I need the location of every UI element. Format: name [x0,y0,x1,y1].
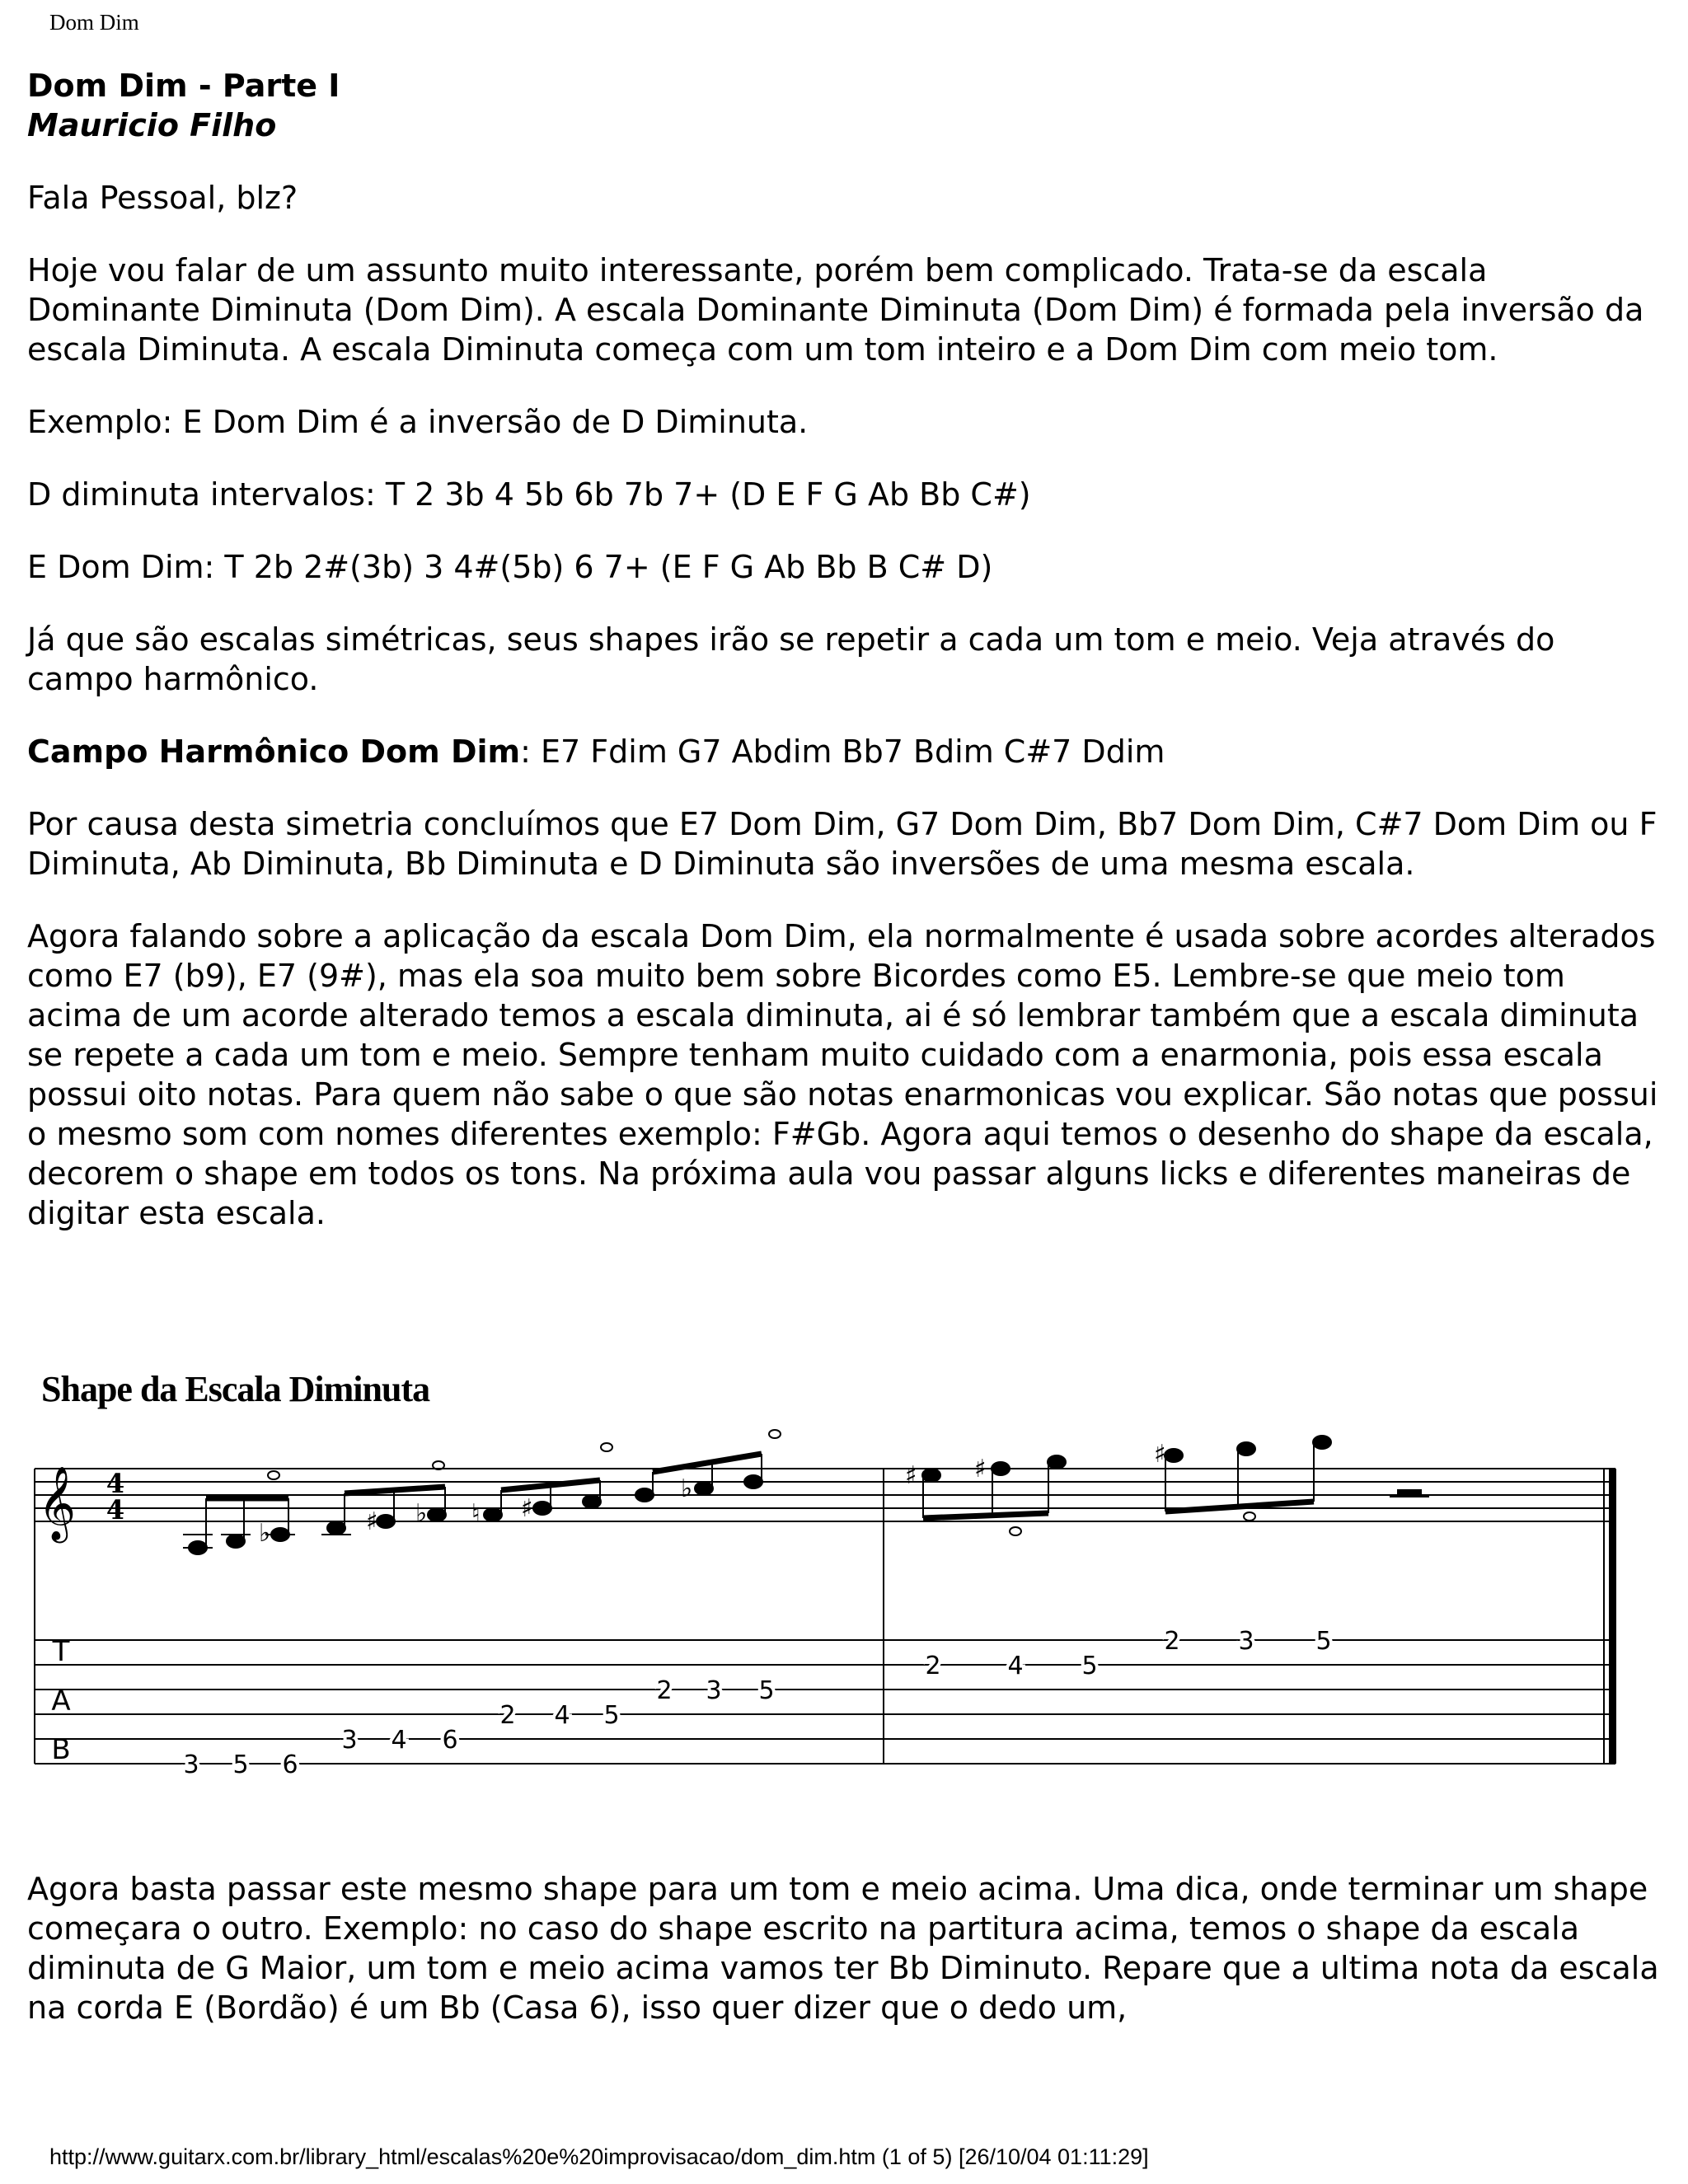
tab-m2-fret-1: 4 [1007,1652,1024,1680]
page-header-title: Dom Dim [49,10,139,35]
measure-1-accidentals [259,1474,692,1548]
tab-letter-t: T [52,1635,70,1668]
scale-notation-figure [30,1368,1629,1813]
grace-note-head [769,1430,781,1438]
half-rest-icon [1398,1490,1421,1497]
grace-note-head [268,1471,279,1479]
staff-lines [35,1469,1615,1521]
tab-m1-fret-1: 5 [232,1750,249,1779]
tab-m2-fret-4: 3 [1238,1627,1254,1656]
note-head [1237,1442,1255,1455]
tab-m1-fret-2: 6 [282,1750,298,1779]
note-head [635,1488,654,1502]
note-head [1048,1455,1066,1469]
note-head [271,1528,289,1541]
measure-2-notes [922,1436,1429,1535]
symmetry-paragraph: Já que são escalas simétricas, seus shapes irão se repetir a cada um tom e meio. Veja através do campo harmônico. [27,621,1555,697]
article [27,66,1667,1266]
example-paragraph: Exemplo: E Dom Dim é a inversão de D Diminuta. [27,404,809,440]
note-head [484,1508,502,1521]
note-head [744,1475,762,1488]
note-head [377,1515,395,1528]
svg-text:♯: ♯ [905,1461,917,1490]
tab-lines [35,1640,1615,1764]
tab-m1-fret-9: 2 [656,1676,673,1705]
tab-letter-b: B [51,1733,71,1766]
d-intervals-paragraph: D diminuta intervalos: T 2 3b 4 5b 6b 7b 7+ (D E F G Ab Bb C#) [27,476,1031,513]
note-head [1313,1436,1331,1449]
article-title: Dom Dim - Parte I [27,68,340,104]
after-notation-paragraph: Agora basta passar este mesmo shape para um tom e meio acima. Uma dica, onde terminar um shape começara o outro. Exemplo: no caso do shape escrito na partitura acima, temos o shape da escala diminuta de G Maior, um tom e meio acima vamos ter Bb Diminuto. Repare que a ultima nota da escala na corda E (Bordão) é um Bb (Casa 6), isso quer dizer que o dedo um, [27,1871,1659,2026]
tab-m1-fret-6: 2 [499,1701,516,1730]
tab-numbers [183,1627,1331,1779]
notation-title: Shape da Escala Diminuta [41,1369,430,1409]
tab-m1-fret-10: 3 [706,1676,722,1705]
svg-text:♯: ♯ [1154,1440,1166,1469]
grace-note-head [1244,1512,1255,1521]
tab-m1-fret-5: 6 [442,1726,458,1755]
note-head [922,1469,940,1482]
tab-m1-fret-11: 5 [758,1676,775,1705]
svg-text:♭: ♭ [681,1474,693,1503]
svg-text:♯: ♯ [366,1507,378,1536]
note-head [695,1482,713,1495]
campo-harmonico-label: Campo Harmônico Dom Dim [27,733,521,770]
note-head [428,1508,446,1521]
note-head [227,1535,245,1548]
campo-harmonico-paragraph [27,732,1667,771]
e-domdim-paragraph: E Dom Dim: T 2b 2#(3b) 3 4#(5b) 6 7+ (E F G Ab Bb B C# D) [27,549,993,585]
tab-m1-fret-3: 3 [341,1726,358,1755]
tab-m2-fret-5: 5 [1315,1627,1332,1656]
greeting: Fala Pessoal, blz? [27,180,298,216]
tab-m1-fret-7: 4 [554,1701,570,1730]
page-footer-url: http://www.guitarx.com.br/library_html/escalas%20e%20improvisacao/dom_dim.htm (1 of 5) [26/10/04 01:11:29] [49,2144,1149,2169]
svg-text:♯: ♯ [521,1494,533,1523]
note-head [583,1495,601,1508]
time-signature-top: 4 [106,1468,125,1499]
tab-letter-a: A [51,1685,71,1718]
note-head [533,1502,551,1515]
article-author: Mauricio Filho [27,107,277,143]
intro-paragraph: Hoje vou falar de um assunto muito interessante, porém bem complicado. Trata-se da escala Dominante Diminuta (Dom Dim). A escala Dominante Diminuta (Dom Dim) é formada pela inversão da escala Diminuta. A escala Diminuta começa com um tom inteiro e a Dom Dim com meio tom. [27,252,1644,368]
svg-text:♯: ♯ [974,1455,987,1483]
grace-note-head [1010,1527,1021,1535]
svg-text:♮: ♮ [471,1499,481,1528]
svg-text:♭: ♭ [415,1499,428,1528]
tab-m2-fret-3: 2 [1164,1627,1180,1656]
time-signature-bottom: 4 [106,1494,125,1526]
campo-harmonico-chords: : E7 Fdim G7 Abdim Bb7 Bdim C#7 Ddim [520,733,1165,770]
conclusion-paragraph: Por causa desta simetria concluímos que E7 Dom Dim, G7 Dom Dim, Bb7 Dom Dim, C#7 Dom Dim ou F Diminuta, Ab Diminuta, Bb Diminuta e D Diminuta são inversões de uma mesma escala. [27,806,1658,882]
tab-m2-fret-2: 5 [1081,1652,1098,1680]
note-head [1165,1449,1183,1462]
notation-svg [30,1368,1629,1813]
note-head [189,1541,207,1554]
application-paragraph: Agora falando sobre a aplicação da escala Dom Dim, ela normalmente é usada sobre acordes alterados como E7 (b9), E7 (9#), mas ela soa muito bem sobre Bicordes como E5. Lembre-se que meio tom acima de um acorde alterado temos a escala diminuta, ai é só lembrar também que a escala diminuta se repete a cada um tom e meio. Sempre tenham muito cuidado com a enarmonia, pois essa escala possui oito notas. Para quem não sabe o que são notas enarmonicas vou explicar. São notas que possui o mesmo som com nomes diferentes exemplo: F#Gb. Agora aqui temos o desenho do shape da escala, decorem o shape em todos os tons. Na próxima aula vou passar alguns licks e diferentes maneiras de digitar esta escala. [27,918,1658,1231]
svg-text:♭: ♭ [259,1519,271,1548]
tab-m2-fret-0: 2 [925,1652,941,1680]
tab-m1-fret-4: 4 [391,1726,407,1755]
treble-clef-icon: 𝄞 [38,1466,77,1540]
note-head [327,1521,345,1535]
note-head [992,1462,1010,1475]
grace-note-head [601,1443,612,1451]
tab-m1-fret-0: 3 [183,1750,199,1779]
final-thick-barline [1609,1469,1616,1764]
tab-m1-fret-8: 5 [603,1701,620,1730]
